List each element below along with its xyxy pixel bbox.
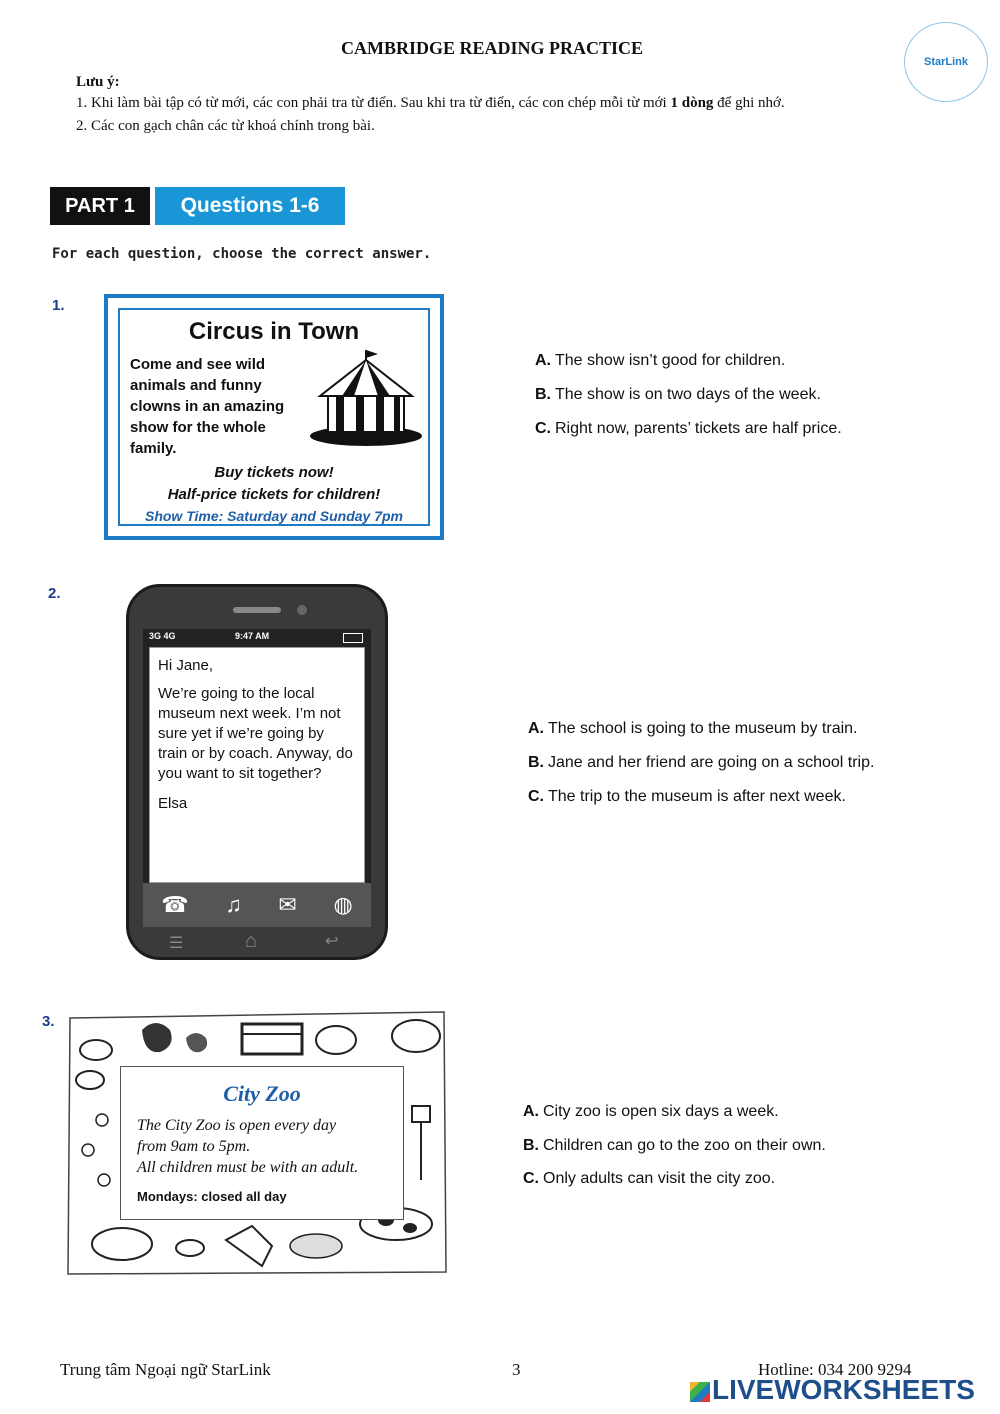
question-2-number: 2.: [48, 585, 61, 602]
q3-option-c-text: Only adults can visit the city zoo.: [543, 1170, 776, 1187]
q1-option-c-text: Right now, parents’ tickets are half price.: [555, 420, 842, 437]
note-line-2: 2. Các con gạch chân các từ khoá chính trong bài.: [76, 118, 375, 134]
q2-option-a[interactable]: [528, 720, 858, 738]
music-icon: ♫: [225, 892, 242, 917]
zoo-line-2: from 9am to 5pm.: [137, 1138, 251, 1155]
message-body: We’re going to the local museum next week. I’m not sure yet if we’re going by train or by coach. Anyway, do you want to sit together?: [158, 685, 353, 782]
circus-show-time: Show Time: Saturday and Sunday 7pm: [144, 508, 403, 524]
note-line-1-text: 1. Khi làm bài tập có từ mới, các con phải tra từ điển. Sau khi tra từ điển, các con chép mỗi từ mới: [76, 95, 671, 111]
circus-half-price: Half-price tickets for children!: [167, 486, 381, 503]
signal-text: 3G 4G: [149, 631, 176, 641]
question-1-number: 1.: [52, 297, 65, 314]
page-number: 3: [512, 1360, 521, 1379]
phone-camera: [297, 605, 307, 615]
q1-option-c[interactable]: [535, 420, 842, 438]
note-line-1: [76, 95, 785, 112]
q2-option-b[interactable]: [528, 754, 874, 772]
circus-buy-tickets: Buy tickets now!: [214, 464, 334, 481]
footer-center-name: Trung tâm Ngoại ngữ StarLink: [60, 1360, 271, 1379]
footer-hotline: Hotline: 034 200 9294: [758, 1360, 912, 1379]
circus-tent-icon: [306, 350, 426, 450]
zoo-line-1: The City Zoo is open every day: [137, 1117, 337, 1134]
phone-status-bar: [143, 629, 371, 645]
circus-sign: [104, 294, 444, 540]
circus-sign-frame: [118, 308, 430, 526]
circus-body: Come and see wild animals and funny clowns in an amazing show for the whole family.: [130, 356, 285, 457]
q3-option-b-letter: B.: [523, 1137, 539, 1154]
q1-option-a-letter: A.: [535, 352, 551, 369]
q2-option-c-letter: C.: [528, 788, 544, 805]
phone-dock: [143, 883, 371, 927]
zoo-title: City Zoo: [223, 1081, 301, 1106]
starlink-logo: [904, 22, 988, 102]
q2-option-a-letter: A.: [528, 720, 544, 737]
note-line-1-end: để ghi nhớ.: [713, 95, 785, 111]
battery-icon: [343, 633, 363, 643]
question-3-number: 3.: [42, 1013, 55, 1030]
questions-label: Questions 1-6: [155, 187, 345, 225]
message-greeting: Hi Jane,: [158, 657, 214, 674]
q3-option-a-letter: A.: [523, 1103, 539, 1120]
circus-title: Circus in Town: [188, 318, 360, 345]
phone-illustration: [126, 584, 388, 960]
q2-option-c[interactable]: [528, 788, 846, 806]
phone-icon: ☎: [161, 892, 189, 917]
zoo-closed: Mondays: closed all day: [137, 1189, 287, 1204]
instruction: For each question, choose the correct answer.: [52, 246, 432, 262]
q3-option-c-letter: C.: [523, 1170, 539, 1187]
globe-icon: ◍: [333, 892, 353, 917]
q2-option-a-text: The school is going to the museum by train.: [548, 720, 858, 737]
q1-option-b[interactable]: [535, 386, 821, 404]
note-line-1-bold: 1 dòng: [670, 95, 714, 111]
zoo-hours: [137, 1115, 358, 1178]
message-signoff: Elsa: [158, 795, 188, 812]
q2-option-b-text: Jane and her friend are going on a school trip.: [548, 754, 875, 771]
page-title: CAMBRIDGE READING PRACTICE: [340, 38, 644, 58]
liveworksheets-text: LIVEWORKSHEETS: [712, 1374, 975, 1405]
phone-screen: [143, 629, 371, 927]
q1-option-b-text: The show is on two days of the week.: [555, 386, 821, 403]
q2-option-c-text: The trip to the museum is after next week.: [548, 788, 846, 805]
text-message: [149, 647, 365, 883]
zoo-line-3: All children must be with an adult.: [137, 1159, 359, 1176]
zoo-sign-panel: [120, 1066, 404, 1220]
q1-option-b-letter: B.: [535, 386, 551, 403]
q3-option-a[interactable]: [523, 1103, 779, 1121]
home-icon: ⌂: [245, 930, 258, 952]
q2-option-b-letter: B.: [528, 754, 544, 771]
clock-text: 9:47 AM: [235, 631, 270, 641]
zoo-sign: [66, 1010, 448, 1276]
q3-option-a-text: City zoo is open six days a week.: [543, 1103, 779, 1120]
liveworksheets-brand: [690, 1374, 975, 1406]
q3-option-b[interactable]: [523, 1137, 826, 1155]
liveworksheets-logo-icon: [690, 1382, 710, 1402]
q1-option-a[interactable]: [535, 352, 785, 370]
phone-speaker: [233, 607, 281, 613]
logo-text: StarLink: [923, 56, 968, 68]
q3-option-b-text: Children can go to the zoo on their own.: [543, 1137, 826, 1154]
part-label: PART 1: [50, 187, 150, 225]
back-icon: ↩: [325, 933, 339, 950]
notes-heading: Lưu ý:: [76, 74, 120, 90]
q3-option-c[interactable]: [523, 1170, 775, 1188]
q1-option-c-letter: C.: [535, 420, 551, 437]
mail-icon: ✉: [278, 892, 297, 917]
menu-icon: ☰: [169, 935, 184, 952]
q1-option-a-text: The show isn’t good for children.: [555, 352, 786, 369]
